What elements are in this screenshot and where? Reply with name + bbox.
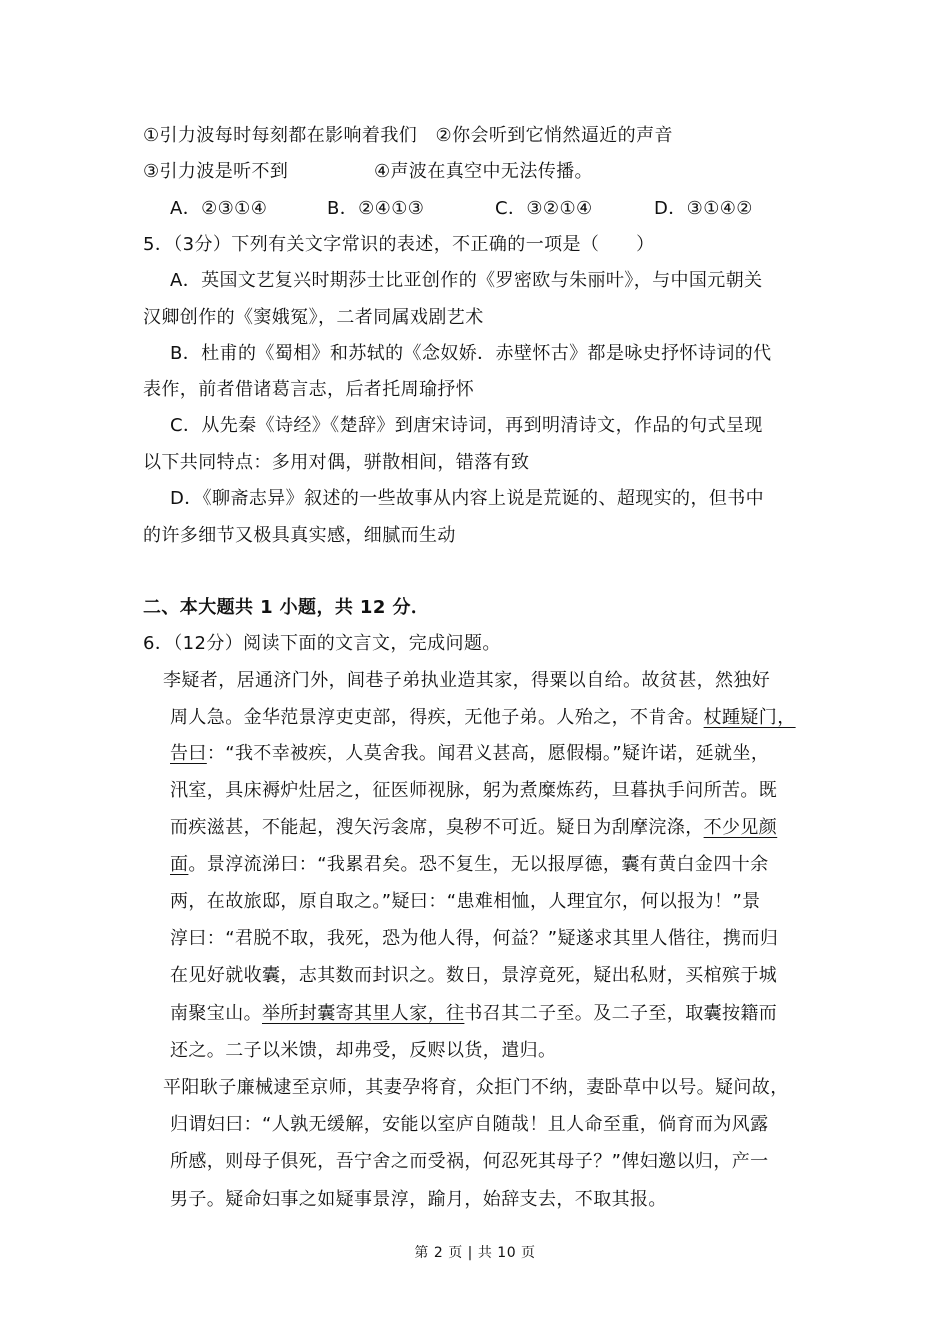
q5-option-a-line2: 汉卿创作的《窦娥冤》，二者同属戏剧艺术 — [143, 307, 484, 328]
underlined-phrase: 告曰 — [170, 743, 207, 764]
q5-option-b-line1: B．杜甫的《蜀相》和苏轼的《念奴娇．赤壁怀古》都是咏史抒怀诗词的代 — [170, 343, 772, 364]
passage-p2-line3: 所感，则母子俱死，吾宁舍之而受祸，何忍死其母子？”俾妇邀以归，产一 — [170, 1151, 769, 1172]
q5-option-a-line1: A．英国文艺复兴时期莎士比亚创作的《罗密欧与朱丽叶》，与中国元朝关 — [170, 270, 763, 291]
q4-option-b: B．②④①③ — [327, 198, 425, 219]
passage-p1-line11: 还之。二子以米馈，却弗受，反赆以货，遣归。 — [170, 1040, 557, 1061]
q4-option-d: D．③①④② — [654, 198, 753, 219]
q6-stem: 6．（12分）阅读下面的文言文，完成问题。 — [143, 633, 501, 654]
passage-p1-line3 — [170, 741, 769, 767]
q5-stem: 5．（3分）下列有关文字常识的表述，不正确的一项是（ ） — [143, 234, 655, 255]
underlined-phrase: 杖踵疑门， — [703, 707, 796, 728]
passage-text: ：“我不幸被疾，人莫舍我。闻君义甚高，愿假榻。”疑许诺，延就坐， — [206, 743, 770, 764]
page-footer: 第 2 页 | 共 10 页 — [414, 1245, 536, 1261]
q4-option-a: A．②③①④ — [170, 198, 268, 219]
passage-text: 书召其二子至。及二子至，取囊按籍而 — [464, 1003, 778, 1024]
q4-statements-line1: ①引力波每时每刻都在影响着我们 ②你会听到它悄然逼近的声音 — [143, 125, 673, 146]
passage-p1-line5 — [170, 815, 777, 841]
passage-p1-line9: 在见好就收囊，志其数而封识之。数日，景淳竟死，疑出私财，买棺殡于城 — [170, 965, 778, 986]
q5-option-c-line2: 以下共同特点：多用对偶，骈散相间，错落有致 — [143, 452, 530, 473]
passage-p1-line2 — [170, 705, 796, 731]
q5-option-d-line2: 的许多细节又极具真实感，细腻而生动 — [143, 525, 456, 546]
passage-text: 周人急。金华范景淳吏吏部，得疾，无他子弟。人殆之，不肯舍。 — [170, 707, 704, 728]
passage-p1-line8: 淳曰：“君脱不取，我死，恐为他人得，何益？”疑遂求其里人偕往，携而归 — [170, 928, 779, 949]
passage-text: 而疾滋甚，不能起，溲矢污衾席，臭秽不可近。疑日为刮摩浣涤， — [170, 817, 704, 838]
q4-statements-line2 — [143, 159, 593, 185]
underlined-phrase: 不少见颜 — [703, 817, 778, 838]
passage-p2-line4: 男子。疑命妇事之如疑事景淳，踰月，始辞支去，不取其报。 — [170, 1189, 667, 1210]
passage-p1-line7: 两，在故旅邸，原自取之。”疑曰：“患难相恤，人理宜尔，何以报为！”景 — [170, 891, 761, 912]
passage-p1-line10 — [170, 1001, 777, 1027]
passage-text: 南聚宝山。 — [170, 1003, 262, 1024]
passage-p2-line2: 归谓妇曰：“人孰无缓解，安能以室庐自随哉！且人命至重，倘育而为风露 — [170, 1114, 769, 1135]
underlined-phrase: 面 — [170, 854, 189, 875]
passage-p1-line4: 汛室，具床褥炉灶居之，征医师视脉，躬为煮糜炼药，旦暮执手问所苦。既 — [170, 780, 778, 801]
q5-option-b-line2: 表作，前者借诸葛言志，后者托周瑜抒怀 — [143, 379, 475, 400]
q5-option-d-line1: D．《聊斋志异》叙述的一些故事从内容上说是荒诞的、超现实的，但书中 — [170, 488, 765, 509]
underlined-phrase: 举所封囊寄其里人家，往 — [262, 1003, 465, 1024]
passage-text: 。景淳流涕曰：“我累君矣。恐不复生，无以报厚德，囊有黄白金四十余 — [188, 854, 769, 875]
section-2-title: 二、本大题共 1 小题，共 12 分． — [143, 597, 430, 618]
passage-p1-line6 — [170, 852, 769, 878]
q4-options — [170, 196, 810, 222]
q4-option-c: C．③②①④ — [495, 198, 593, 219]
q5-option-c-line1: C．从先秦《诗经》《楚辞》到唐宋诗词，再到明清诗文，作品的句式呈现 — [170, 415, 763, 436]
q4-statement-3: ③引力波是听不到 — [143, 161, 289, 182]
passage-p2-line1: 平阳耿子廉械逮至京师，其妻孕将育，众拒门不纳，妻卧草中以号。疑问故， — [163, 1077, 789, 1098]
q4-statement-4: ④声波在真空中无法传播。 — [374, 161, 593, 182]
passage-p1-line1: 李疑者，居通济门外，闾巷子弟执业造其家，得粟以自给。故贫甚，然独好 — [163, 670, 771, 691]
